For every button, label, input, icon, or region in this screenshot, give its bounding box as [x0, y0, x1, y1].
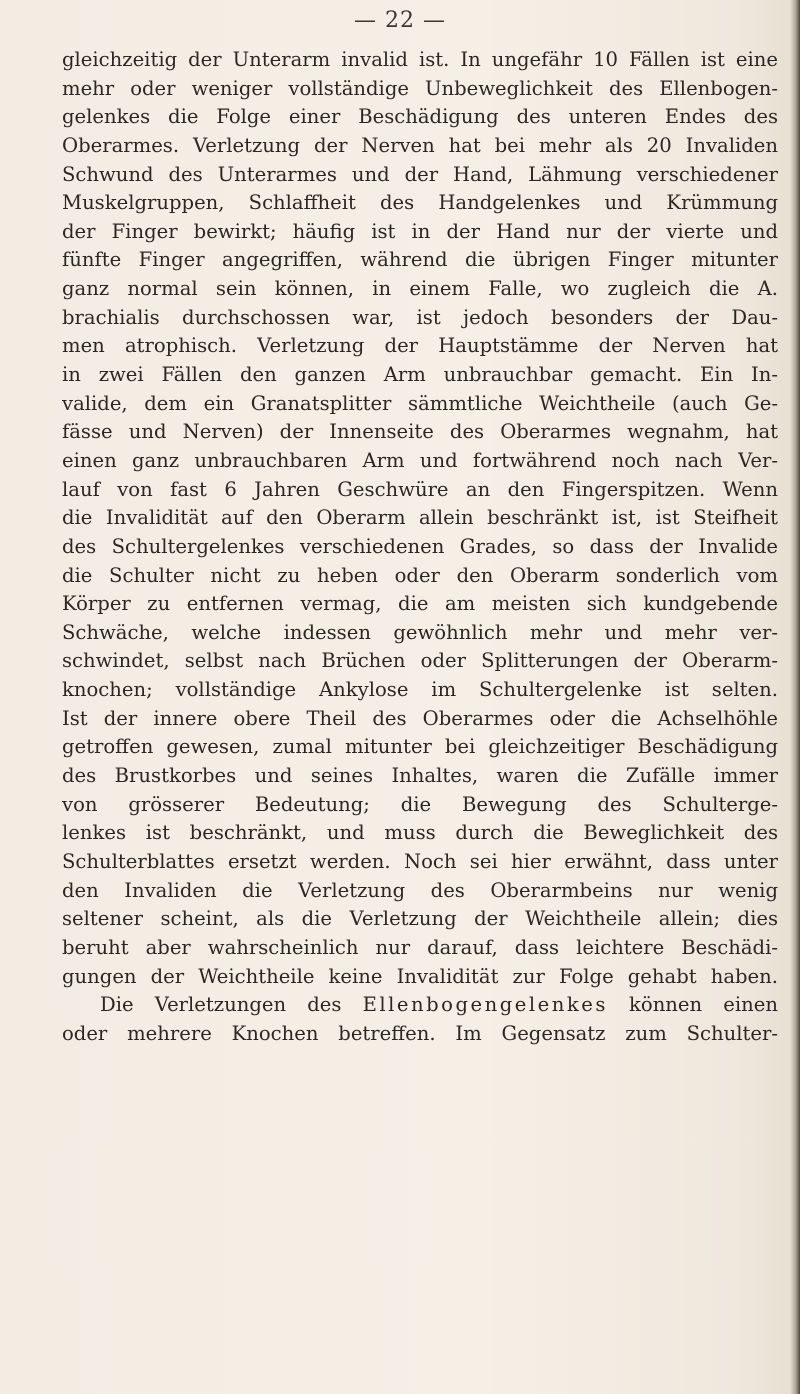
text-line: gleichzeitig der Unterarm invalid ist. In ungefähr 10 Fällen ist eine — [62, 48, 778, 71]
text-line: Schulterblattes ersetzt werden. Noch sei hier erwähnt, dass unter — [62, 849, 778, 873]
text-fragment: können einen — [607, 993, 778, 1017]
text-fragment: Die Verletzungen des — [100, 993, 363, 1017]
text-line: mehr oder weniger vollständige Unbeweglichkeit des Ellenbogen- — [62, 76, 778, 100]
page-number: — 22 — — [354, 8, 446, 33]
text-line: beruht aber wahrscheinlich nur darauf, dass leichtere Beschädi- — [62, 935, 778, 959]
text-line: lauf von fast 6 Jahren Geschwüre an den Fingerspitzen. Wenn — [62, 477, 778, 501]
text-line: des Brustkorbes und seines Inhaltes, waren die Zufälle immer — [62, 764, 778, 788]
text-line: men atrophisch. Verletzung der Hauptstämme der Nerven hat — [62, 334, 778, 358]
text-line: des Schultergelenkes verschiedenen Grades, so dass der Invalide — [62, 534, 778, 558]
body-text — [62, 46, 778, 1048]
text-line: den Invaliden die Verletzung des Oberarmbeins nur wenig — [62, 878, 778, 902]
page-edge-shadow — [790, 0, 800, 1394]
text-line: lenkes ist beschränkt, und muss durch die Beweglichkeit des — [62, 821, 778, 845]
text-line: valide, dem ein Granatsplitter sämmtliche Weichtheile (auch Ge- — [62, 391, 778, 415]
text-line: Oberarmes. Verletzung der Nerven hat bei mehr als 20 Invaliden — [62, 133, 778, 157]
text-line: Schwäche, welche indessen gewöhnlich mehr und mehr ver- — [62, 620, 778, 644]
text-line: brachialis durchschossen war, ist jedoch besonders der Dau- — [62, 305, 778, 329]
text-line: der Finger bewirkt; häufig ist in der Hand nur der vierte und — [62, 219, 778, 243]
text-line: knochen; vollständige Ankylose im Schultergelenke ist selten. — [62, 678, 778, 702]
text-line: fässe und Nerven) der Innenseite des Oberarmes wegnahm, hat — [62, 420, 778, 444]
text-line: Schwund des Unterarmes und der Hand, Lähmung verschiedener — [62, 162, 778, 186]
text-line: oder mehrere Knochen betreffen. Im Gegensatz zum Schulter- — [62, 1021, 778, 1045]
text-line: Ist der innere obere Theil des Oberarmes oder die Achselhöhle — [62, 706, 778, 730]
text-line: schwindet, selbst nach Brüchen oder Splitterungen der Oberarm- — [62, 649, 778, 673]
text-line: die Schulter nicht zu heben oder den Oberarm sonderlich vom — [62, 563, 778, 587]
text-line: Muskelgruppen, Schlaffheit des Handgelenkes und Krümmung — [62, 191, 778, 215]
text-line: von grösserer Bedeutung; die Bewegung des Schulterge- — [62, 792, 778, 816]
text-line: einen ganz unbrauchbaren Arm und fortwährend noch nach Ver- — [62, 448, 778, 472]
text-line: fünfte Finger angegriffen, während die übrigen Finger mitunter — [62, 248, 778, 272]
text-line: die Invalidität auf den Oberarm allein beschränkt ist, ist Steifheit — [62, 506, 778, 530]
text-line: seltener scheint, als die Verletzung der Weichtheile allein; dies — [62, 907, 778, 931]
text-line: gungen der Weichtheile keine Invalidität zur Folge gehabt haben. — [62, 964, 778, 988]
spaced-emphasis: Ellenbogengelenkes — [362, 993, 608, 1017]
text-line: getroffen gewesen, zumal mitunter bei gleichzeitiger Beschädigung — [62, 735, 778, 759]
text-line: Körper zu entfernen vermag, die am meisten sich kundgebende — [62, 592, 778, 616]
text-line: ganz normal sein können, in einem Falle, wo zugleich die A. — [62, 277, 778, 301]
paragraph-start-line — [62, 991, 778, 1020]
text-line: gelenkes die Folge einer Beschädigung des unteren Endes des — [62, 105, 778, 129]
text-line: in zwei Fällen den ganzen Arm unbrauchbar gemacht. Ein In- — [62, 363, 778, 387]
